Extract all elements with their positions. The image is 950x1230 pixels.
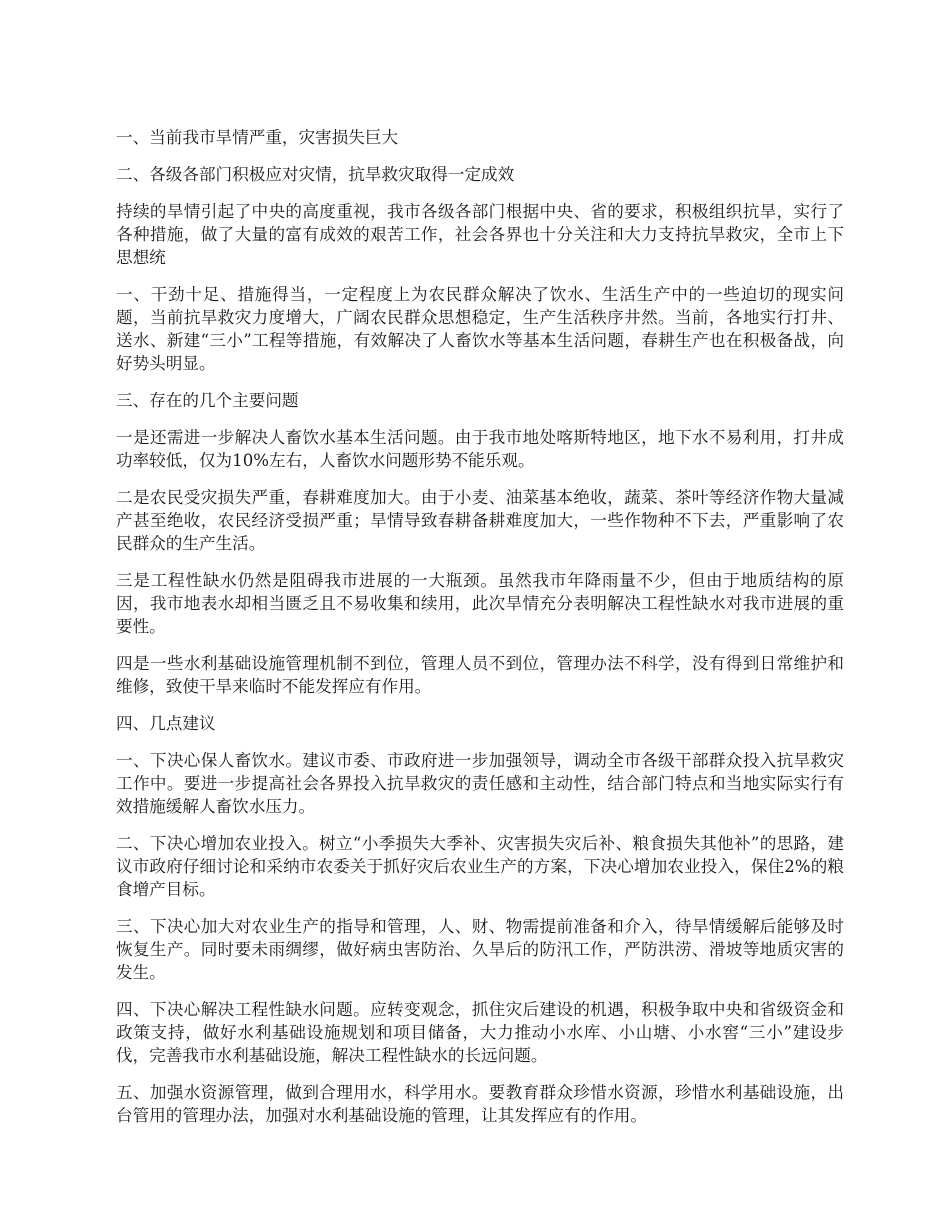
- paragraph-problem-2: 二是农民受灾损失严重，春耕难度加大。由于小麦、油菜基本绝收，蔬菜、茶叶等经济作物大量减产甚至绝收，农民经济受损严重；旱情导致春耕备耕难度加大，一些作物种不下去，严重影响了农民群众的生产生活。: [116, 488, 844, 553]
- section-heading-response: 二、各级各部门积极应对灾情，抗旱救灾取得一定成效: [116, 165, 515, 184]
- section-heading-suggestions: 四、几点建议: [116, 714, 216, 733]
- paragraph-intro: 持续的旱情引起了中央的高度重视，我市各级各部门根据中央、省的要求，积极组织抗旱，实行了各种措施，做了大量的富有成效的艰苦工作，社会各界也十分关注和大力支持抗旱救灾，全市上下思想统: [116, 202, 844, 267]
- paragraph-problem-1: 一是还需进一步解决人畜饮水基本生活问题。由于我市地处喀斯特地区，地下水不易利用，打井成功率较低，仅为10%左右，人畜饮水问题形势不能乐观。: [116, 428, 844, 470]
- paragraph-suggestion-3: 三、下决心加大对农业生产的指导和管理，人、财、物需提前准备和介入，待旱情缓解后能够及时恢复生产。同时要未雨绸缪，做好病虫害防治、久旱后的防汛工作，严防洪涝、滑坡等地质灾害的发生。: [116, 917, 844, 982]
- paragraph-problem-4: 四是一些水利基础设施管理机制不到位，管理人员不到位，管理办法不科学，没有得到日常维护和维修，致使干旱来临时不能发挥应有作用。: [116, 654, 844, 696]
- paragraph-suggestion-1: 一、下决心保人畜饮水。建议市委、市政府进一步加强领导，调动全市各级干部群众投入抗旱救灾工作中。要进一步提高社会各界投入抗旱救灾的责任感和主动性，结合部门特点和当地实际实行有效措施缓解人畜饮水压力。: [116, 751, 844, 816]
- paragraph-problem-3: 三是工程性缺水仍然是阻碍我市进展的一大瓶颈。虽然我市年降雨量不少，但由于地质结构的原因，我市地表水却相当匮乏且不易收集和续用，此次旱情充分表明解决工程性缺水对我市进展的重要性。: [116, 571, 844, 636]
- section-heading-drought-situation: 一、当前我市旱情严重，灾害损失巨大: [116, 128, 399, 147]
- paragraph-suggestion-5: 五、加强水资源管理，做到合理用水，科学用水。要教育群众珍惜水资源，珍惜水利基础设施，出台管用的管理办法，加强对水利基础设施的管理，让其发挥应有的作用。: [116, 1083, 844, 1125]
- document-body: [116, 126, 844, 1141]
- section-heading-problems: 三、存在的几个主要问题: [116, 391, 299, 410]
- paragraph-effect: 一、干劲十足、措施得当，一定程度上为农民群众解决了饮水、生活生产中的一些迫切的现实问题，当前抗旱救灾力度增大，广阔农民群众思想稳定，生产生活秩序井然。当前，各地实行打井、送水、新建“三小”工程等措施，有效解决了人畜饮水等基本生活问题，春耕生产也在积极备战，向好势头明显。: [116, 285, 844, 373]
- paragraph-suggestion-4: 四、下决心解决工程性缺水问题。应转变观念，抓住灾后建设的机遇，积极争取中央和省级资金和政策支持，做好水利基础设施规划和项目储备，大力推动小水库、小山塘、小水窖“三小”建设步伐，完善我市水利基础设施，解决工程性缺水的长远问题。: [116, 1000, 844, 1065]
- paragraph-suggestion-2: 二、下决心增加农业投入。树立“小季损失大季补、灾害损失灾后补、粮食损失其他补”的思路，建议市政府仔细讨论和采纳市农委关于抓好灾后农业生产的方案，下决心增加农业投入，保住2%的粮食增产目标。: [116, 834, 844, 899]
